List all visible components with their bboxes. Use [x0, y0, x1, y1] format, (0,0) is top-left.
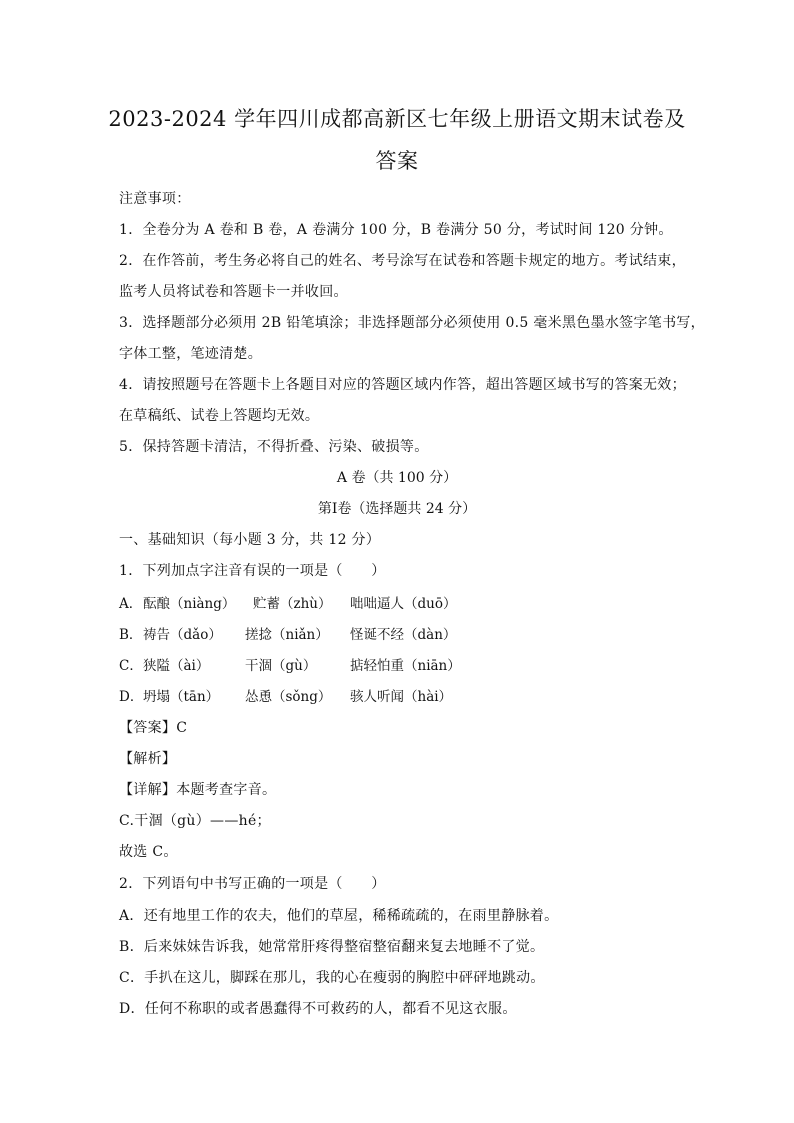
notice-item: 4．请按照题号在答题卡上各题目对应的答题区域内作答，超出答题区域书写的答案无效；: [119, 377, 686, 393]
option-word: 掂轻怕重（niān）: [350, 658, 461, 674]
section-a-heading: A 卷（共 100 分）: [336, 470, 458, 486]
option-word: 酝酿（niàng）: [143, 596, 236, 612]
option-word: 怪诞不经（dàn）: [350, 627, 457, 643]
notice-item: 2．在作答前，考生务必将自己的姓名、考号涂写在试卷和答题卡规定的地方。考试结束，: [119, 253, 686, 269]
question-2-option-c: C．手扒在这儿，脚踩在那儿，我的心在瘦弱的胸腔中砰砰地跳动。: [119, 970, 545, 986]
notice-item: 在草稿纸、试卷上答题均无效。: [119, 408, 320, 424]
option-word: 狭隘（ài）: [143, 658, 210, 674]
option-word: 坍塌（tān）: [143, 689, 220, 705]
question-1-explanation: C.干涸（gù）——hé；: [119, 813, 271, 829]
question-2-option-a: A．还有地里工作的农夫，他们的草屋，稀稀疏疏的，在雨里静脉着。: [119, 908, 559, 924]
category-heading: 一、基础知识（每小题 3 分，共 12 分）: [119, 532, 381, 548]
question-1-stem: 1．下列加点字注音有误的一项是（ ）: [119, 563, 386, 579]
notice-item: 5．保持答题卡清洁，不得折叠、污染、破损等。: [119, 439, 429, 455]
notice-heading: 注意事项：: [119, 191, 191, 207]
question-2-stem: 2．下列语句中书写正确的一项是（ ）: [119, 876, 386, 892]
question-1-answer: 【答案】C: [119, 720, 188, 736]
option-label: B．: [119, 627, 143, 643]
option-word: 贮蓄（zhù）: [253, 596, 332, 612]
question-2-option-d: D．任何不称职的或者愚蠢得不可救药的人，都看不见这衣服。: [119, 1001, 517, 1017]
option-label: A．: [119, 596, 143, 612]
option-word: 干涸（gù）: [245, 658, 317, 674]
option-word: 咄咄逼人（duō）: [350, 596, 457, 612]
question-1-detail: 【详解】本题考查字音。: [119, 782, 277, 798]
notice-item: 监考人员将试卷和答题卡一并收回。: [119, 284, 348, 300]
notice-item: 3．选择题部分必须用 2B 铅笔填涂；非选择题部分必须使用 0.5 毫米黑色墨水签字笔书写，: [119, 315, 705, 331]
option-word: 骇人听闻（hài）: [350, 689, 453, 705]
question-1-conclusion: 故选 C。: [119, 844, 178, 860]
option-word: 怂恿（sǒng）: [245, 689, 332, 705]
option-word: 搓捻（niǎn）: [245, 627, 329, 643]
question-2-option-b: B．后来妹妹告诉我，她常常肝疼得整宿整宿翻来复去地睡不了觉。: [119, 939, 545, 955]
part-one-heading: 第Ⅰ卷（选择题共 24 分）: [317, 501, 477, 517]
option-label: D．: [119, 689, 144, 705]
notice-item: 字体工整，笔迹清楚。: [119, 346, 262, 362]
document-title-line1: 2023-2024 学年四川成都高新区七年级上册语文期末试卷及: [108, 107, 686, 131]
question-1-analysis-heading: 【解析】: [119, 751, 177, 767]
notice-item: 1．全卷分为 A 卷和 B 卷，A 卷满分 100 分，B 卷满分 50 分，考试时间 120 分钟。: [119, 222, 673, 238]
option-word: 祷告（dǎo）: [143, 627, 222, 643]
document-title-line2: 答案: [375, 149, 419, 173]
option-label: C．: [119, 658, 143, 674]
